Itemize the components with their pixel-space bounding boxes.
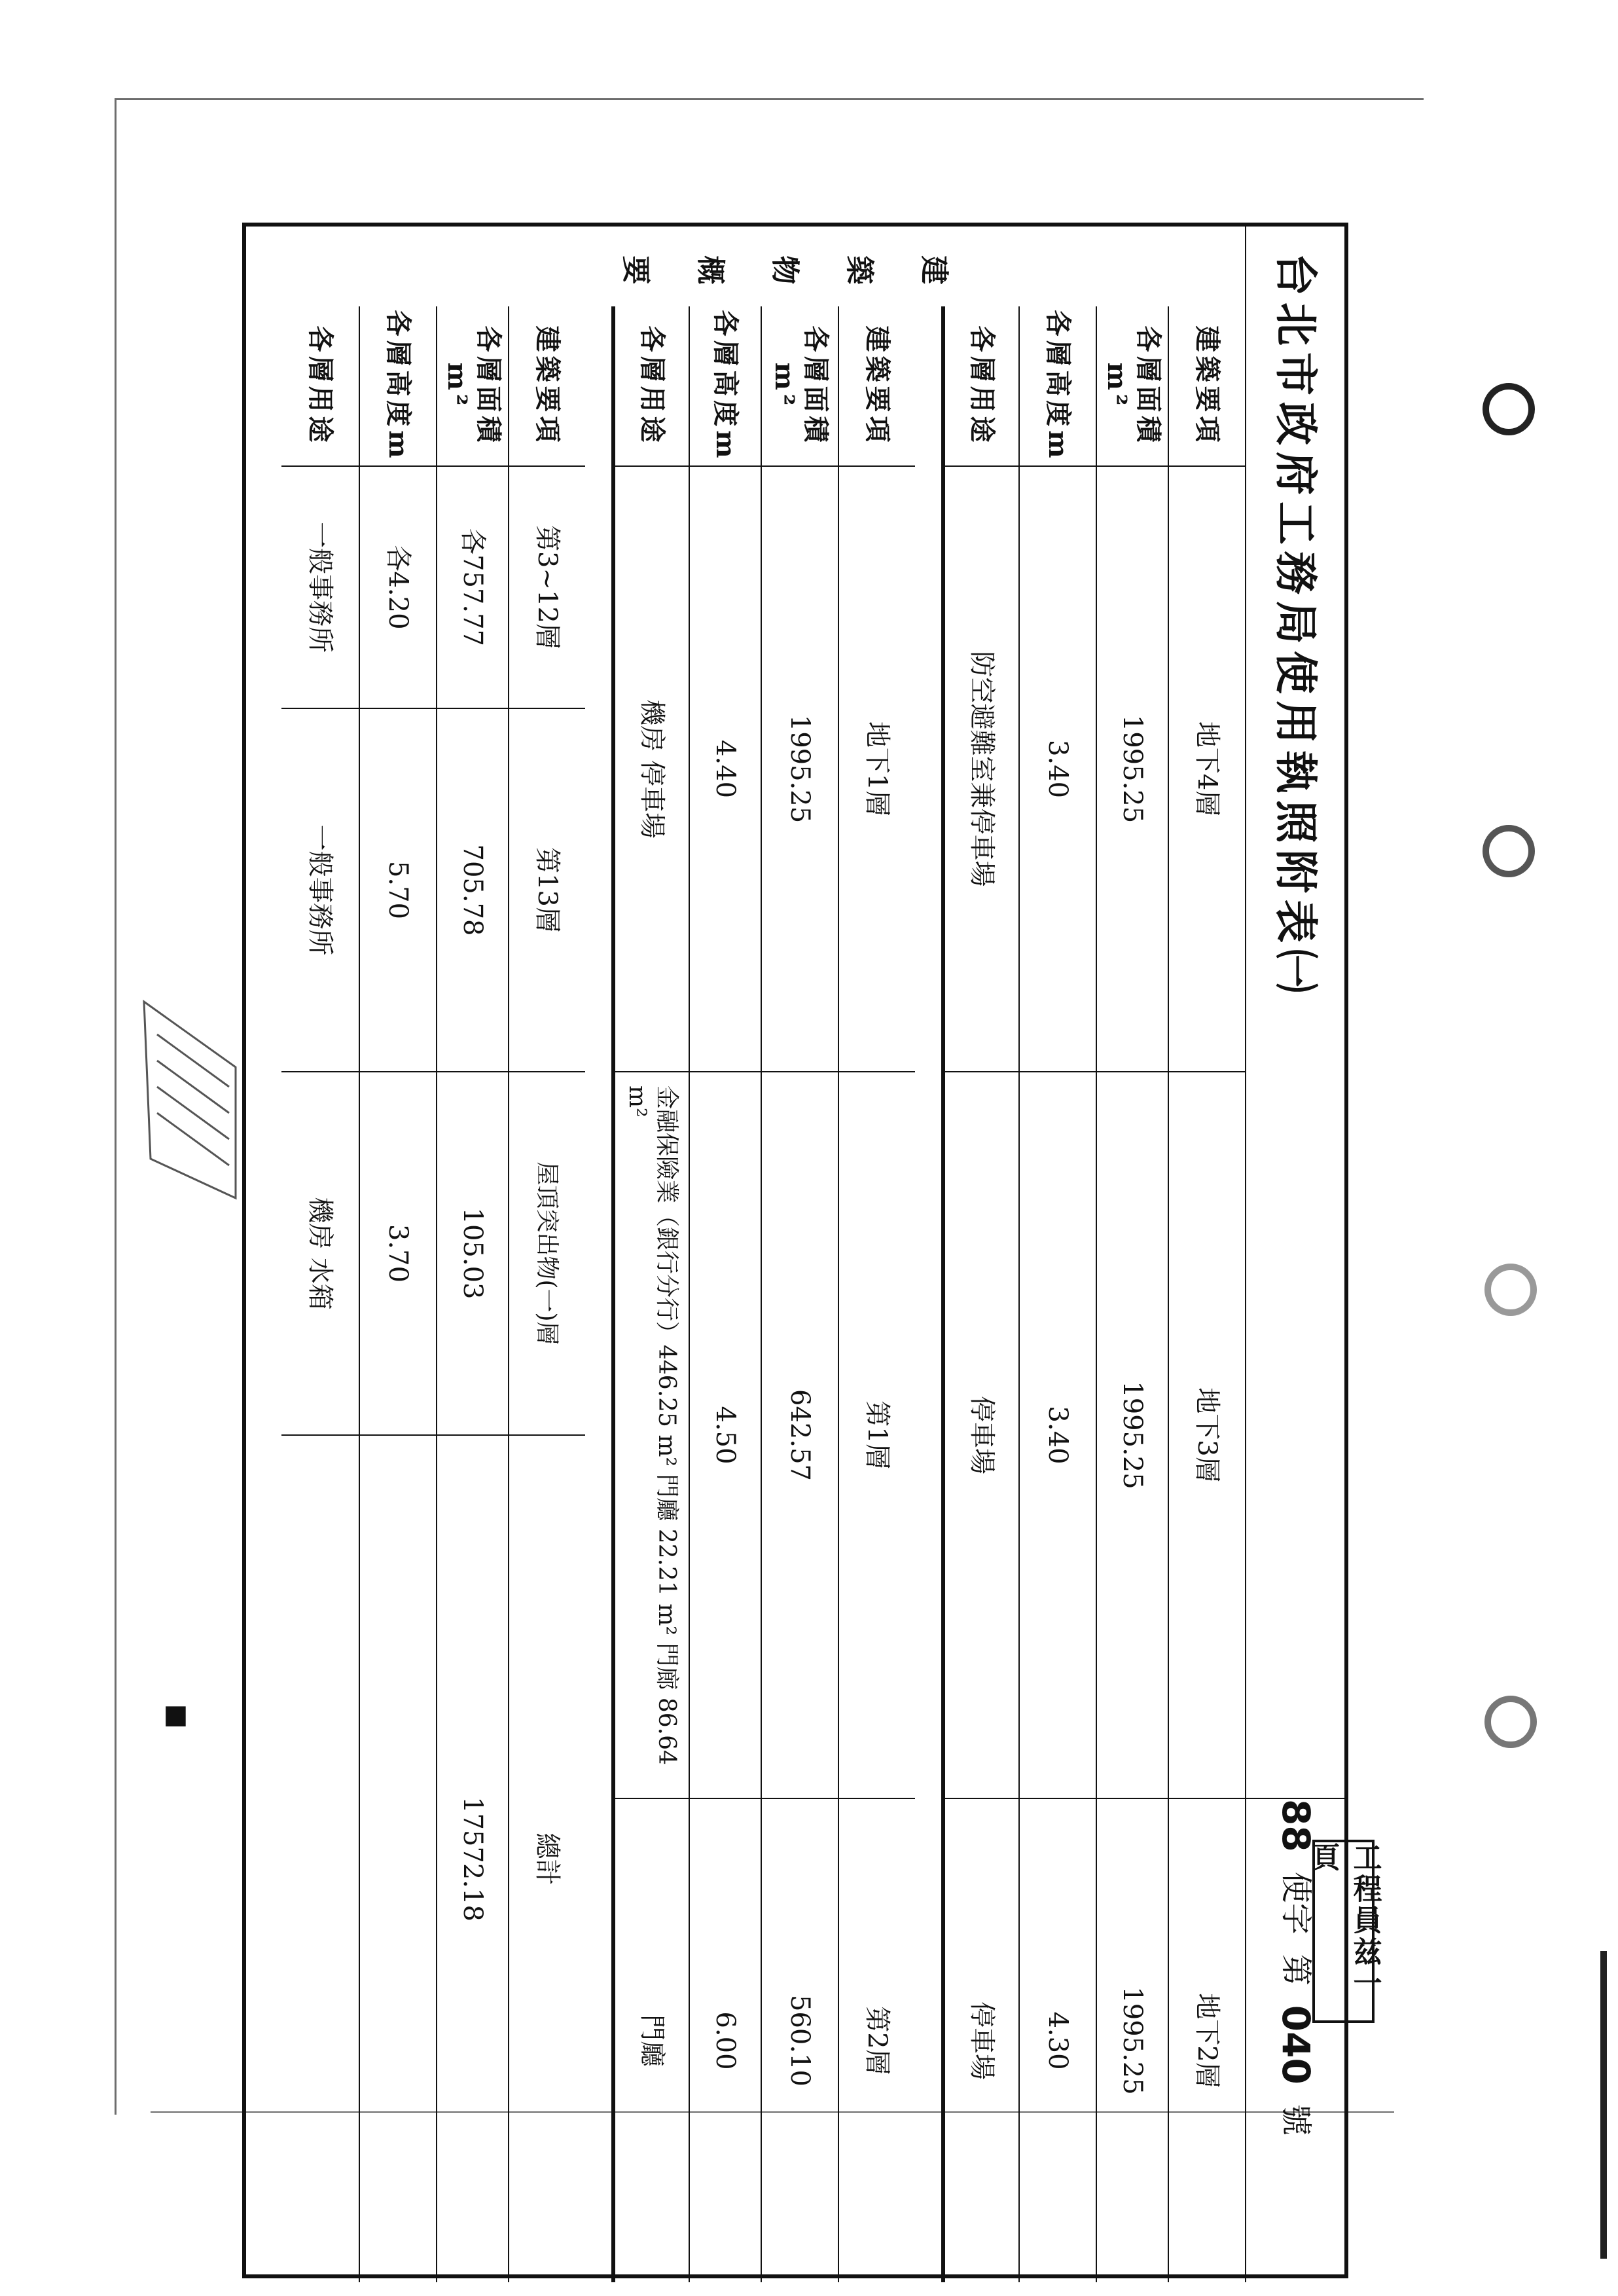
- b1-floor-2: 地下3層: [1168, 1072, 1245, 1799]
- b3-floor-1: 第3~12層: [508, 467, 585, 709]
- b1-area-3: 1995.25: [1096, 1799, 1168, 2282]
- b1-floor-3: 地下2層: [1168, 1799, 1245, 2282]
- b3-area-1: 各757.77: [436, 467, 508, 709]
- b2-label-height: 各層高度m: [689, 306, 761, 467]
- b2-label-item: 建築要項: [838, 306, 915, 467]
- permit-type: 使字: [1277, 1871, 1314, 1935]
- b2-area-2: 642.57: [761, 1072, 838, 1799]
- b2-height-3: 6.00: [689, 1799, 761, 2282]
- b1-use-1: 防空避難室兼停車場: [941, 467, 1018, 1072]
- b2-floor-2: 第1層: [838, 1072, 915, 1799]
- b2-height-2: 4.50: [689, 1072, 761, 1799]
- b2-label-use: 各層用途: [611, 306, 689, 467]
- b1-height-3: 4.30: [1018, 1799, 1096, 2282]
- scan-edge-top: [115, 98, 1424, 100]
- b1-floor-1: 地下4層: [1168, 467, 1245, 1072]
- permit-year: 88: [1273, 1799, 1318, 1852]
- punch-hole-3: [1484, 1264, 1537, 1316]
- b2-area-1: 1995.25: [761, 467, 838, 1072]
- b2-use-3: 門廳: [611, 1799, 689, 2282]
- permit-prefix: 第: [1277, 1954, 1314, 1986]
- b2-height-1: 4.40: [689, 467, 761, 1072]
- b3-use-4: [281, 1436, 359, 2282]
- block-separator-1: [915, 306, 941, 2282]
- punch-hole-4: [1484, 1696, 1537, 1748]
- b3-area-3: 105.03: [436, 1072, 508, 1436]
- b1-area-1: 1995.25: [1096, 467, 1168, 1072]
- permit-annex-sheet: [242, 223, 1348, 2278]
- side-mark: ■: [160, 1699, 191, 1730]
- b3-area-2: 705.78: [436, 709, 508, 1072]
- section-label: 建築物概要: [577, 250, 950, 284]
- b3-label-item: 建築要項: [508, 306, 585, 467]
- b1-label-area: 各層面積m²: [1096, 306, 1168, 467]
- permit-no: 040: [1273, 2005, 1318, 2085]
- b1-use-2: 停車場: [941, 1072, 1018, 1799]
- b3-height-4: [359, 1436, 436, 2282]
- b3-height-3: 3.70: [359, 1072, 436, 1436]
- permit-suffix: 號: [1277, 2104, 1314, 2136]
- b1-label-height: 各層高度m: [1018, 306, 1096, 467]
- punch-hole-2: [1483, 825, 1535, 877]
- b2-floor-3: 第2層: [838, 1799, 915, 2282]
- b2-use-2: 金融保險業（銀行分行）446.25 m² 門廳 22.21 m² 門廊 86.64 m²: [611, 1072, 689, 1799]
- b3-label-area: 各層面積m²: [436, 306, 508, 467]
- b3-use-2: 一般事務所: [281, 709, 359, 1072]
- page-stamp: 工程員兹一頁: [1312, 1840, 1375, 2023]
- b3-use-3: 機房 水箱: [281, 1072, 359, 1436]
- b1-label-item: 建築要項: [1168, 306, 1245, 467]
- b2-floor-1: 地下1層: [838, 467, 915, 1072]
- document-title: 台北市政府工務局使用執照附表㈠: [1245, 227, 1344, 1799]
- b3-floor-3: 屋頂突出物(一)層: [508, 1072, 585, 1436]
- b2-use-1: 機房 停車場: [611, 467, 689, 1072]
- permit-annex-table: [242, 223, 1348, 2278]
- punch-hole-1: [1483, 383, 1535, 435]
- b3-height-2: 5.70: [359, 709, 436, 1072]
- seal-stamp: [137, 995, 242, 1205]
- b3-height-1: 各4.20: [359, 467, 436, 709]
- b1-height-2: 3.40: [1018, 1072, 1096, 1799]
- scan-edge-left: [115, 98, 117, 2115]
- b3-area-4: 17572.18: [436, 1436, 508, 2282]
- b1-area-2: 1995.25: [1096, 1072, 1168, 1799]
- b2-area-3: 560.10: [761, 1799, 838, 2282]
- b3-label-height: 各層高度m: [359, 306, 436, 467]
- b1-height-1: 3.40: [1018, 467, 1096, 1072]
- b3-label-use: 各層用途: [281, 306, 359, 467]
- block-separator-2: [585, 306, 611, 2282]
- b2-label-area: 各層面積m²: [761, 306, 838, 467]
- scan-edge-right: [1600, 1951, 1607, 2259]
- b3-use-1: 一般事務所: [281, 467, 359, 709]
- b1-label-use: 各層用途: [941, 306, 1018, 467]
- b3-floor-4: 總計: [508, 1436, 585, 2282]
- b3-floor-2: 第13層: [508, 709, 585, 1072]
- b1-use-3: 停車場: [941, 1799, 1018, 2282]
